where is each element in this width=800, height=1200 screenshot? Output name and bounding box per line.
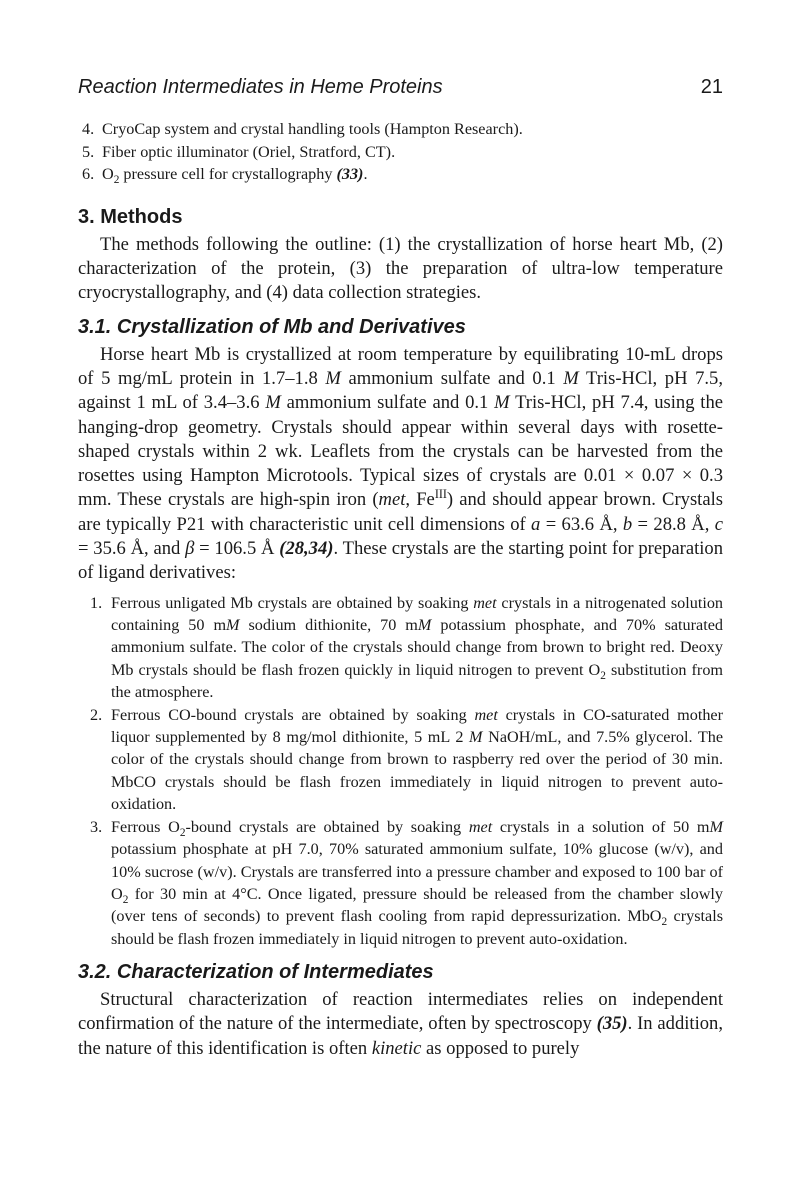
text-run: Ferrous unligated Mb crystals are obtained by soaking (111, 593, 474, 612)
term-met: met (473, 593, 497, 612)
list-item-text: O (102, 165, 114, 184)
list-item-number: 1. (90, 593, 103, 612)
text-run: as opposed to purely (421, 1037, 580, 1059)
text-run: = 106.5 Å (194, 538, 280, 560)
unit-molar: M (563, 367, 579, 389)
term-met: met (378, 489, 406, 511)
list-item-number: 2. (90, 705, 103, 724)
text-run: Ferrous CO-bound crystals are obtained by soaking (111, 705, 475, 724)
text-run: potassium phosphate at pH 7.0, 70% saturated ammonium sulfate, 10% glucose (w/v), and 10% sucrose (w/v). Crystals are transferred into a pressure chamber and exposed to 100 bar of O (111, 840, 723, 903)
unit-molar: M (494, 392, 510, 414)
subscript: 2 (600, 670, 606, 683)
list-item-text: Fiber optic illuminator (Oriel, Stratford, CT). (102, 142, 396, 161)
citation: (35) (596, 1013, 628, 1035)
list-item-text: pressure cell for crystallography (119, 165, 337, 184)
list-item-number: 5. (82, 142, 95, 161)
superscript: III (434, 487, 447, 502)
methods-intro-paragraph: The methods following the outline: (1) the crystallization of horse heart Mb, (2) characterization of the protein, (3) the preparation of ultra-low temperature cryocrystallography, and (4) data collection strategies. (78, 233, 723, 304)
running-head-title: Reaction Intermediates in Heme Proteins (78, 76, 443, 98)
running-head (78, 76, 723, 108)
subscript: 2 (122, 894, 129, 907)
subscript: 2 (113, 174, 120, 187)
characterization-paragraph (78, 988, 723, 1061)
text-run: . These crystals are the starting point for preparation of ligand derivatives: (78, 538, 724, 584)
citation: (28,34) (279, 538, 334, 560)
unit-molar: M (226, 616, 240, 635)
text-run: = 35.6 Å, and (78, 538, 186, 560)
text-run: crystals should be flash frozen immediately in liquid nitrogen to prevent auto-oxidation. (111, 907, 723, 948)
unit-molar: M (469, 728, 483, 747)
list-item (78, 816, 723, 950)
text-run: substitution from the atmosphere. (111, 660, 724, 702)
text-run: ) and should appear brown. Crystals are typically P21 with characteristic unit cell dimensions of (78, 489, 724, 535)
list-item (78, 141, 723, 164)
term-met: met (468, 817, 493, 836)
materials-list (78, 118, 723, 186)
text-run: = 28.8 Å, (632, 513, 715, 535)
list-item-number: 6. (82, 165, 95, 184)
page (78, 76, 723, 1061)
text-run: , Fe (405, 489, 435, 511)
subscript: 2 (661, 916, 668, 929)
text-run: . In addition, the nature of this identification is often (78, 1013, 723, 1059)
text-run: sodium dithionite, 70 m (239, 616, 418, 635)
list-item (78, 592, 723, 704)
text-run: Tris-HCl, pH 7.5, against 1 mL of 3.4–3.6 (78, 367, 723, 414)
crystallization-paragraph (78, 343, 723, 586)
term-met: met (474, 705, 498, 724)
text-run: crystals in CO-saturated mother liquor supplemented by 8 mg/mol dithionite, 5 mL 2 (111, 705, 723, 747)
variable: c (714, 513, 723, 535)
list-item-text: CryoCap system and crystal handling tools (Hampton Research). (102, 120, 523, 138)
list-item-number: 4. (82, 120, 95, 138)
derivative-steps-list (78, 592, 723, 951)
list-item (78, 704, 723, 816)
unit-molar: M (325, 367, 341, 389)
text-run: crystals in a solution of 50 m (492, 817, 710, 836)
text-run: = 63.6 Å, (540, 513, 623, 535)
subsection-heading-crystallization: 3.1. Crystallization of Mb and Derivatives (78, 315, 466, 338)
unit-molar: M (265, 392, 281, 414)
text-run: Horse heart Mb is crystallized at room temperature by equilibrating 10-mL drops of 5 mg/mL protein in 1.7–1.8 (78, 343, 723, 389)
text-run: Tris-HCl, pH 7.4, using the hanging-drop geometry. Crystals should appear within several days with rosette-shaped crystals within 2 wk. Leaflets from the crystals can be harvested from the rosettes using Hampton Microtools. Typical sizes of crystals are 0.01 × 0.07 × 0.3 mm. These crystals are high-spin iron ( (78, 392, 724, 511)
list-item-text: . (363, 165, 368, 184)
variable: a (531, 513, 541, 535)
text-run: NaOH/mL, and 7.5% glycerol. The color of the crystals should change from brown to raspberry red over the period of 30 min. MbCO crystals should be flash frozen immediately in liquid nitrogen to prevent auto-oxidation. (111, 728, 723, 814)
text-run: crystals in a nitrogenated solution containing 50 m (111, 593, 724, 635)
list-item-number: 3. (90, 817, 103, 836)
subscript: 2 (179, 826, 186, 839)
variable: b (622, 513, 633, 535)
term-kinetic: kinetic (371, 1037, 422, 1059)
text-run: potassium phosphate, and 70% saturated ammonium sulfate. The color of the crystals should change from brown to bright red. Deoxy Mb crystals should be flash frozen quickly in liquid nitrogen to prevent O (111, 616, 723, 679)
text-run: -bound crystals are obtained by soaking (185, 817, 469, 836)
section-heading-methods: 3. Methods (78, 205, 183, 228)
list-item (78, 118, 723, 141)
page-number: 21 (700, 76, 723, 98)
subsection-heading-characterization: 3.2. Characterization of Intermediates (78, 961, 434, 984)
text-run: Ferrous O (111, 817, 180, 836)
list-item (78, 163, 723, 186)
text-run: for 30 min at 4°C. Once ligated, pressure should be released from the chamber slowly (over tens of seconds) to prevent flash cooling from rapid depressurization. MbO (111, 884, 723, 926)
variable: β (185, 538, 195, 560)
text-run: ammonium sulfate and 0.1 (340, 367, 564, 389)
text-run: Structural characterization of reaction intermediates relies on independent confirmation of the nature of the intermediate, often by spectroscopy (78, 989, 723, 1035)
unit-molar: M (417, 616, 432, 635)
text-run: ammonium sulfate and 0.1 (280, 392, 495, 414)
citation: (33) (336, 165, 364, 184)
unit-molar: M (709, 817, 723, 836)
